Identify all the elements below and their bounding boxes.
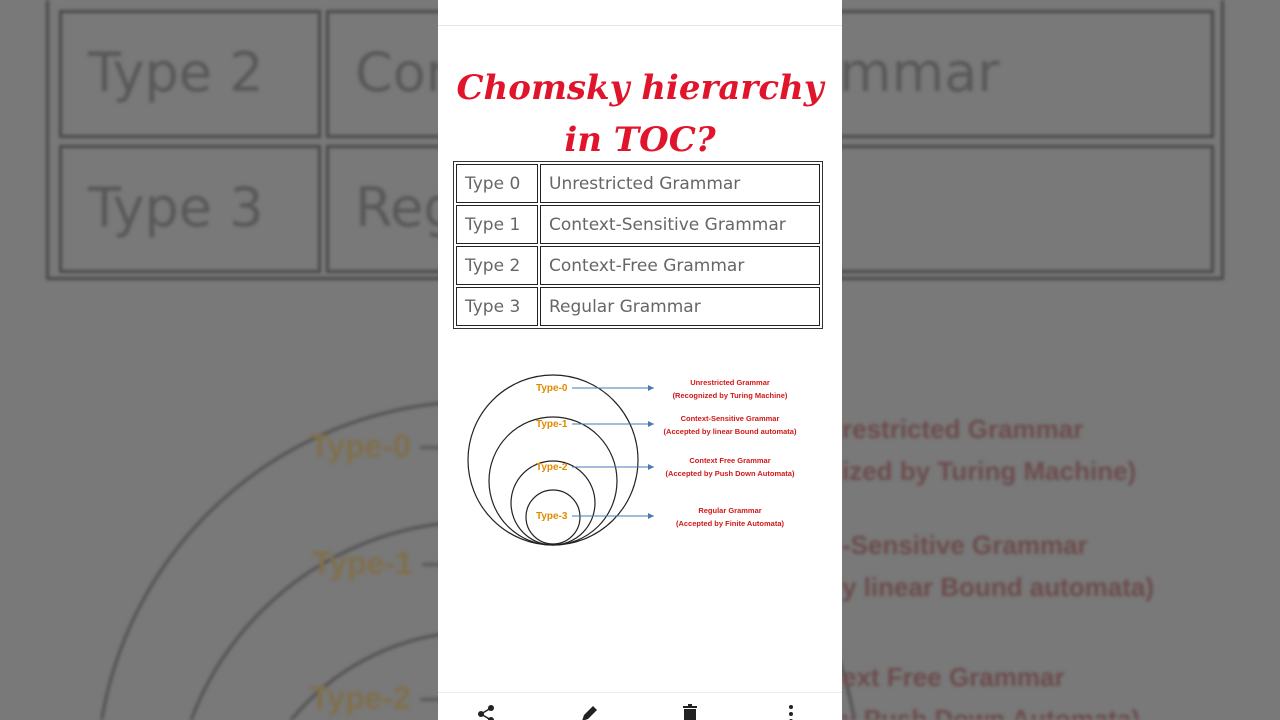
grammar-name: Context Free Grammar [689,456,771,465]
grammar-table [453,161,823,329]
circle-type-2 [511,461,595,545]
grammar-name: Unrestricted Grammar [690,378,770,387]
grammar-desc: (Accepted by Push Down Automata) [665,469,795,478]
grammar-cell: Unrestricted Grammar [540,164,820,203]
delete-icon[interactable] [679,703,701,720]
type-cell: Type 1 [456,205,538,244]
table-row [456,246,820,285]
table-row [456,287,820,326]
table-row [456,164,820,203]
top-bar [438,0,842,26]
grammar-desc: (Accepted by linear Bound automata) [663,427,797,436]
grammar-cell: Context-Free Grammar [540,246,820,285]
grammar-desc: (Recognized by Turing Machine) [672,391,788,400]
share-icon[interactable] [476,703,498,720]
grammar-desc: (Accepted by Finite Automata) [675,519,785,528]
edit-icon[interactable] [578,703,600,720]
table-row [456,205,820,244]
type-label: Type-1 [536,419,568,430]
grammar-name: Regular Grammar [698,506,762,515]
grammar-cell: Regular Grammar [540,287,820,326]
type-cell: Type 2 [456,246,538,285]
bottom-action-bar [438,692,842,720]
more-icon[interactable] [780,703,802,720]
grammar-name: Context-Sensitive Grammar [680,414,780,423]
content-panel [438,0,842,720]
type-label: Type-3 [536,511,568,522]
type-label: Type-0 [536,383,568,394]
type-label: Type-2 [536,462,568,473]
type-cell: Type 0 [456,164,538,203]
circle-type-1 [489,417,617,545]
type-cell: Type 3 [456,287,538,326]
chomsky-hierarchy-diagram [460,368,820,548]
grammar-cell: Context-Sensitive Grammar [540,205,820,244]
page-title: Chomsky hierarchy in TOC? [456,68,824,160]
